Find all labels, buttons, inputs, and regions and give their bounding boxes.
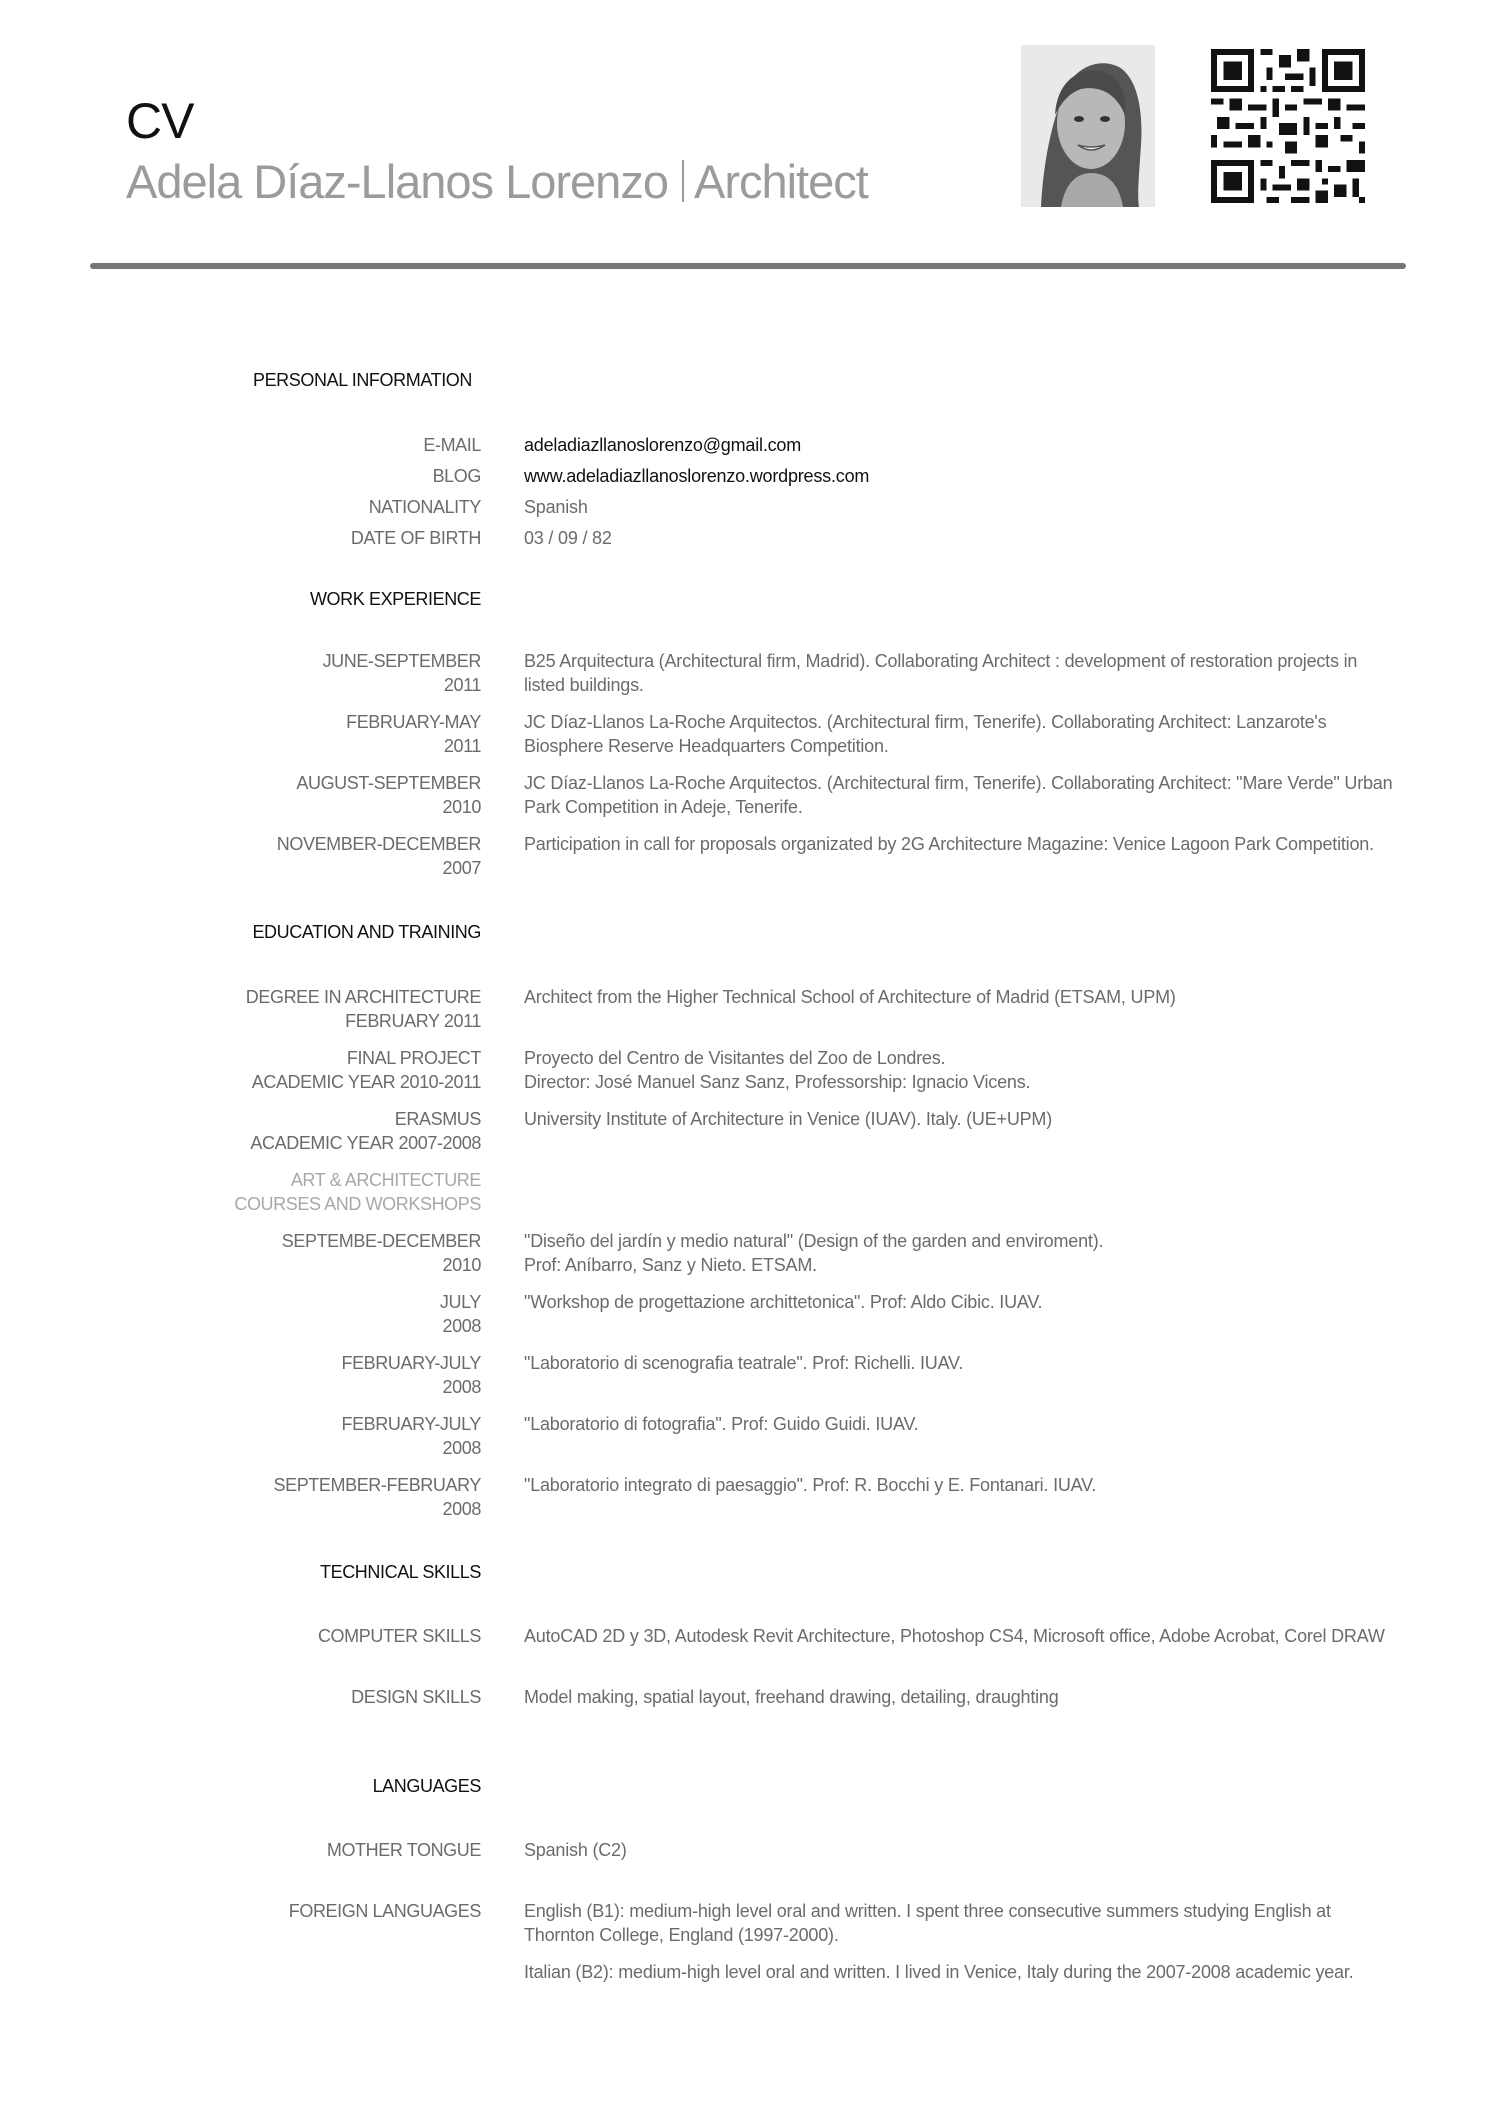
name-title xyxy=(126,155,868,208)
nationality-value: Spanish xyxy=(524,497,588,517)
email-link[interactable]: adeladiazllanoslorenzo@gmail.com xyxy=(524,435,802,455)
work-description: B25 Arquitectura (Architectural firm, Madrid). Collaborating Architect : development of restoration projects in listed buildings. xyxy=(524,651,1358,695)
qr-code[interactable] xyxy=(1211,49,1365,203)
course-period: JULY 2008 xyxy=(439,1292,481,1336)
design-skills-value: Model making, spatial layout, freehand drawing, detailing, draughting xyxy=(524,1687,1059,1707)
dob-value: 03 / 09 / 82 xyxy=(524,528,612,548)
section-personal-information: PERSONAL INFORMATION xyxy=(252,370,472,390)
dob-label: DATE OF BIRTH xyxy=(350,528,481,548)
education-label: DEGREE IN ARCHITECTURE FEBRUARY 2011 xyxy=(245,987,481,1031)
blog-label: BLOG xyxy=(432,466,481,486)
nationality-label: NATIONALITY xyxy=(368,497,481,517)
course-period: SEPTEMBE-DECEMBER 2010 xyxy=(281,1231,481,1275)
education-description: Proyecto del Centro de Visitantes del Zoo de Londres. Director: José Manuel Sanz Sanz, Professorship: Ignacio Vicens. xyxy=(524,1048,1031,1092)
work-description: JC Díaz-Llanos La-Roche Arquitectos. (Architectural firm, Tenerife). Collaborating Architect: "Mare Verde" Urban Park Competition in Adeje, Tenerife. xyxy=(524,773,1393,817)
education-label: FINAL PROJECT ACADEMIC YEAR 2010-2011 xyxy=(251,1048,481,1092)
course-period: SEPTEMBER-FEBRUARY 2008 xyxy=(273,1475,481,1519)
course-description: "Diseño del jardín y medio natural" (Design of the garden and enviroment). Prof: Aníbarro, Sanz y Nieto. ETSAM. xyxy=(524,1231,1104,1275)
work-period: NOVEMBER-DECEMBER 2007 xyxy=(276,834,481,878)
mother-tongue-value: Spanish (C2) xyxy=(524,1840,627,1860)
courses-label: ART & ARCHITECTURE COURSES AND WORKSHOPS xyxy=(234,1170,481,1214)
work-period: AUGUST-SEPTEMBER 2010 xyxy=(296,773,481,817)
education-description: Architect from the Higher Technical School of Architecture of Madrid (ETSAM, UPM) xyxy=(524,987,1176,1007)
section-languages: LANGUAGES xyxy=(372,1776,481,1796)
work-description: JC Díaz-Llanos La-Roche Arquitectos. (Architectural firm, Tenerife). Collaborating Architect: Lanzarote's Biosphere Reserve Headquarters Competition. xyxy=(524,712,1327,756)
profession: Architect xyxy=(693,155,868,208)
design-skills-label: DESIGN SKILLS xyxy=(351,1687,481,1707)
course-description: "Laboratorio integrato di paesaggio". Prof: R. Bocchi y E. Fontanari. IUAV. xyxy=(524,1475,1097,1495)
computer-skills-value: AutoCAD 2D y 3D, Autodesk Revit Architecture, Photoshop CS4, Microsoft office, Adobe Acrobat, Corel DRAW xyxy=(524,1626,1385,1646)
cv-header xyxy=(0,0,1487,280)
course-period: FEBRUARY-JULY 2008 xyxy=(341,1353,481,1397)
work-period: JUNE-SEPTEMBER 2011 xyxy=(322,651,481,695)
blog-link[interactable]: www.adeladiazllanoslorenzo.wordpress.com xyxy=(524,466,870,486)
full-name: Adela Díaz-Llanos Lorenzo xyxy=(126,155,668,208)
education-description: University Institute of Architecture in Venice (IUAV). Italy. (UE+UPM) xyxy=(524,1109,1053,1129)
section-work-experience: WORK EXPERIENCE xyxy=(309,589,481,609)
work-description: Participation in call for proposals organizated by 2G Architecture Magazine: Venice Lagoon Park Competition. xyxy=(524,834,1374,854)
course-description: "Workshop de progettazione archittetonica". Prof: Aldo Cibic. IUAV. xyxy=(524,1292,1043,1312)
course-description: "Laboratorio di fotografia". Prof: Guido Guidi. IUAV. xyxy=(524,1414,919,1434)
cv-title: CV xyxy=(126,93,194,149)
title-separator xyxy=(682,160,684,202)
profile-photo xyxy=(1021,45,1155,207)
english-description: English (B1): medium-high level oral and written. I spent three consecutive summers studying English at Thornton College, England (1997-2000). xyxy=(524,1901,1331,1945)
mother-tongue-label: MOTHER TONGUE xyxy=(326,1840,481,1860)
work-period: FEBRUARY-MAY 2011 xyxy=(346,712,481,756)
foreign-languages-label: FOREIGN LANGUAGES xyxy=(288,1901,481,1921)
course-description: "Laboratorio di scenografia teatrale". Prof: Richelli. IUAV. xyxy=(524,1353,964,1373)
computer-skills-label: COMPUTER SKILLS xyxy=(317,1626,481,1646)
italian-description: Italian (B2): medium-high level oral and written. I lived in Venice, Italy during the 2007-2008 academic year. xyxy=(524,1962,1354,1982)
course-period: FEBRUARY-JULY 2008 xyxy=(341,1414,481,1458)
header-rule xyxy=(90,263,1406,269)
email-label: E-MAIL xyxy=(423,435,481,455)
section-education-training: EDUCATION AND TRAINING xyxy=(252,922,481,942)
section-technical-skills: TECHNICAL SKILLS xyxy=(320,1562,481,1582)
education-label: ERASMUS ACADEMIC YEAR 2007-2008 xyxy=(250,1109,481,1153)
